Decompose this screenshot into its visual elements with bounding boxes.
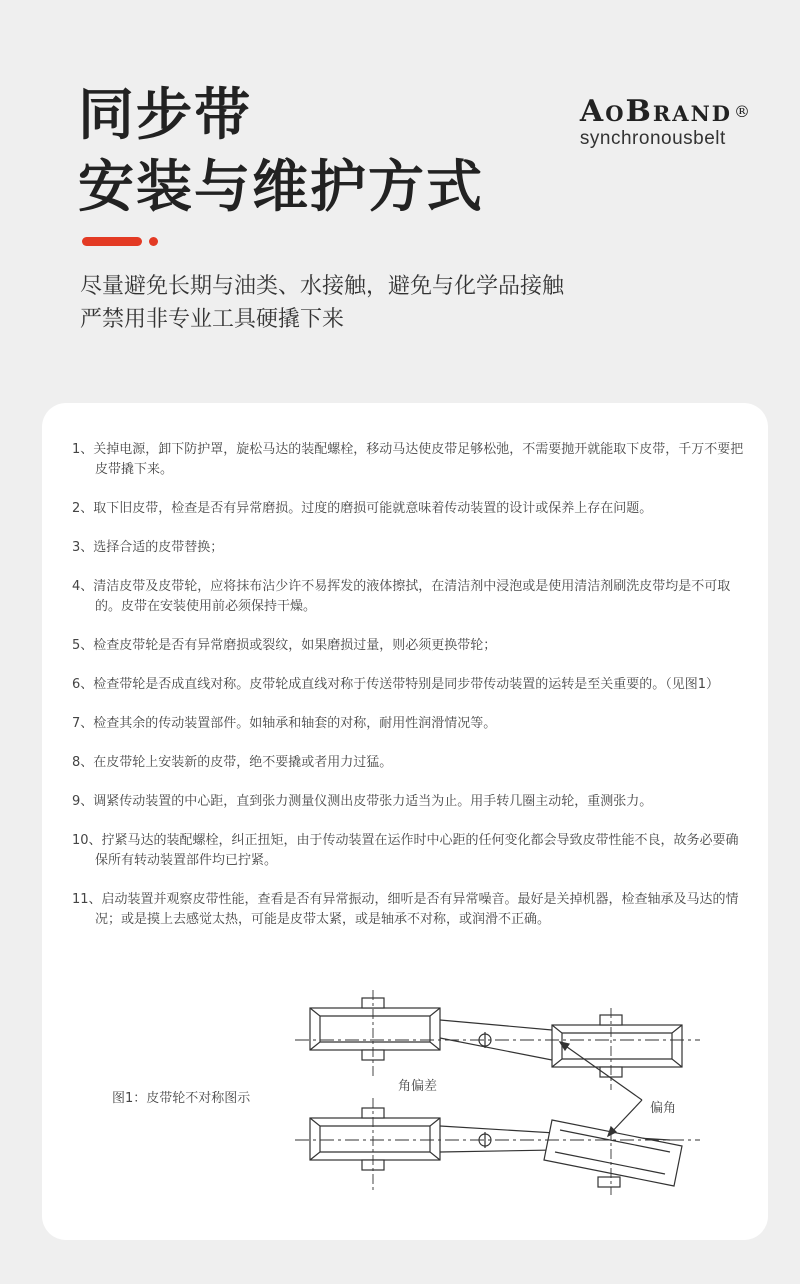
top-right-pulley (552, 1015, 682, 1077)
brand-subtitle: synchronousbelt (579, 128, 726, 149)
step-item-8: 8、在皮带轮上安装新的皮带，绝不要撬或者用力过猛。 (72, 755, 393, 770)
title-line-1: 同步带 (78, 83, 252, 148)
accent-dot (149, 237, 158, 246)
step-item-10: 10、拧紧马达的装配螺栓，纠正扭矩，由于传动装置在运作时中心距的任何变化都会导致皮带性能不良，故务必要确保所有转动装置部件均已拧紧。 (72, 833, 739, 868)
step-item-4: 4、清洁皮带及皮带轮，应将抹布沾少许不易挥发的液体擦拭，在清洁剂中浸泡或是使用清洁剂刷洗皮带均是不可取的。皮带在安装使用前必须保持干燥。 (72, 579, 731, 614)
angle-error-label: 角偏差 (398, 1079, 438, 1094)
figure-caption: 图1：皮带轮不对称图示 (112, 1091, 251, 1106)
top-left-pulley (310, 998, 440, 1060)
step-item-1: 1、关掉电源，卸下防护罩，旋松马达的装配螺栓，移动马达使皮带足够松弛，不需要抛开就能取下皮带，千万不要把皮带撬下来。 (72, 442, 744, 477)
brand-name: AoBrand (579, 94, 732, 129)
step-item-11: 11、启动装置并观察皮带性能，查看是否有异常振动，细听是否有异常噪音。最好是关掉机器，检查轴承及马达的情况；或是摸上去感觉太热，可能是皮带太紧，或是轴承不对称，或润滑不正确。 (72, 892, 739, 927)
step-item-7: 7、检查其余的传动装置部件。如轴承和轴套的对称，耐用性润滑情况等。 (72, 716, 497, 731)
step-item-3: 3、选择合适的皮带替换； (72, 540, 224, 555)
pulley-misalignment-diagram (290, 990, 710, 1200)
tagline-line-1: 尽量避免长期与油类、水接触，避免与化学品接触 (80, 274, 565, 299)
steps-list (72, 440, 744, 930)
tagline (80, 270, 564, 336)
step-item-2: 2、取下旧皮带，检查是否有异常磨损。过度的磨损可能就意味着传动装置的设计或保养上存在问题。 (72, 501, 653, 516)
step-item-5: 5、检查皮带轮是否有异常磨损或裂纹，如果磨损过量，则必须更换带轮； (72, 638, 497, 653)
header (0, 0, 800, 400)
tagline-line-2: 严禁用非专业工具硬撬下来 (80, 307, 345, 332)
registered-mark: ® (734, 102, 752, 121)
bottom-left-pulley (310, 1108, 440, 1170)
brand-logo (580, 96, 752, 150)
page-title (78, 80, 484, 224)
accent-bar (82, 237, 142, 246)
brand-name-row (580, 96, 752, 128)
step-item-9: 9、调紧传动装置的中心距，直到张力测量仪测出皮带张力适当为止。用手转几圈主动轮，重测张力。 (72, 794, 653, 809)
offset-angle-label: 偏角 (650, 1101, 677, 1116)
step-item-6: 6、检查带轮是否成直线对称。皮带轮成直线对称于传送带特别是同步带传动装置的运转是至关重要的。（见图1） (72, 677, 720, 692)
title-line-2: 安装与维护方式 (78, 155, 484, 220)
